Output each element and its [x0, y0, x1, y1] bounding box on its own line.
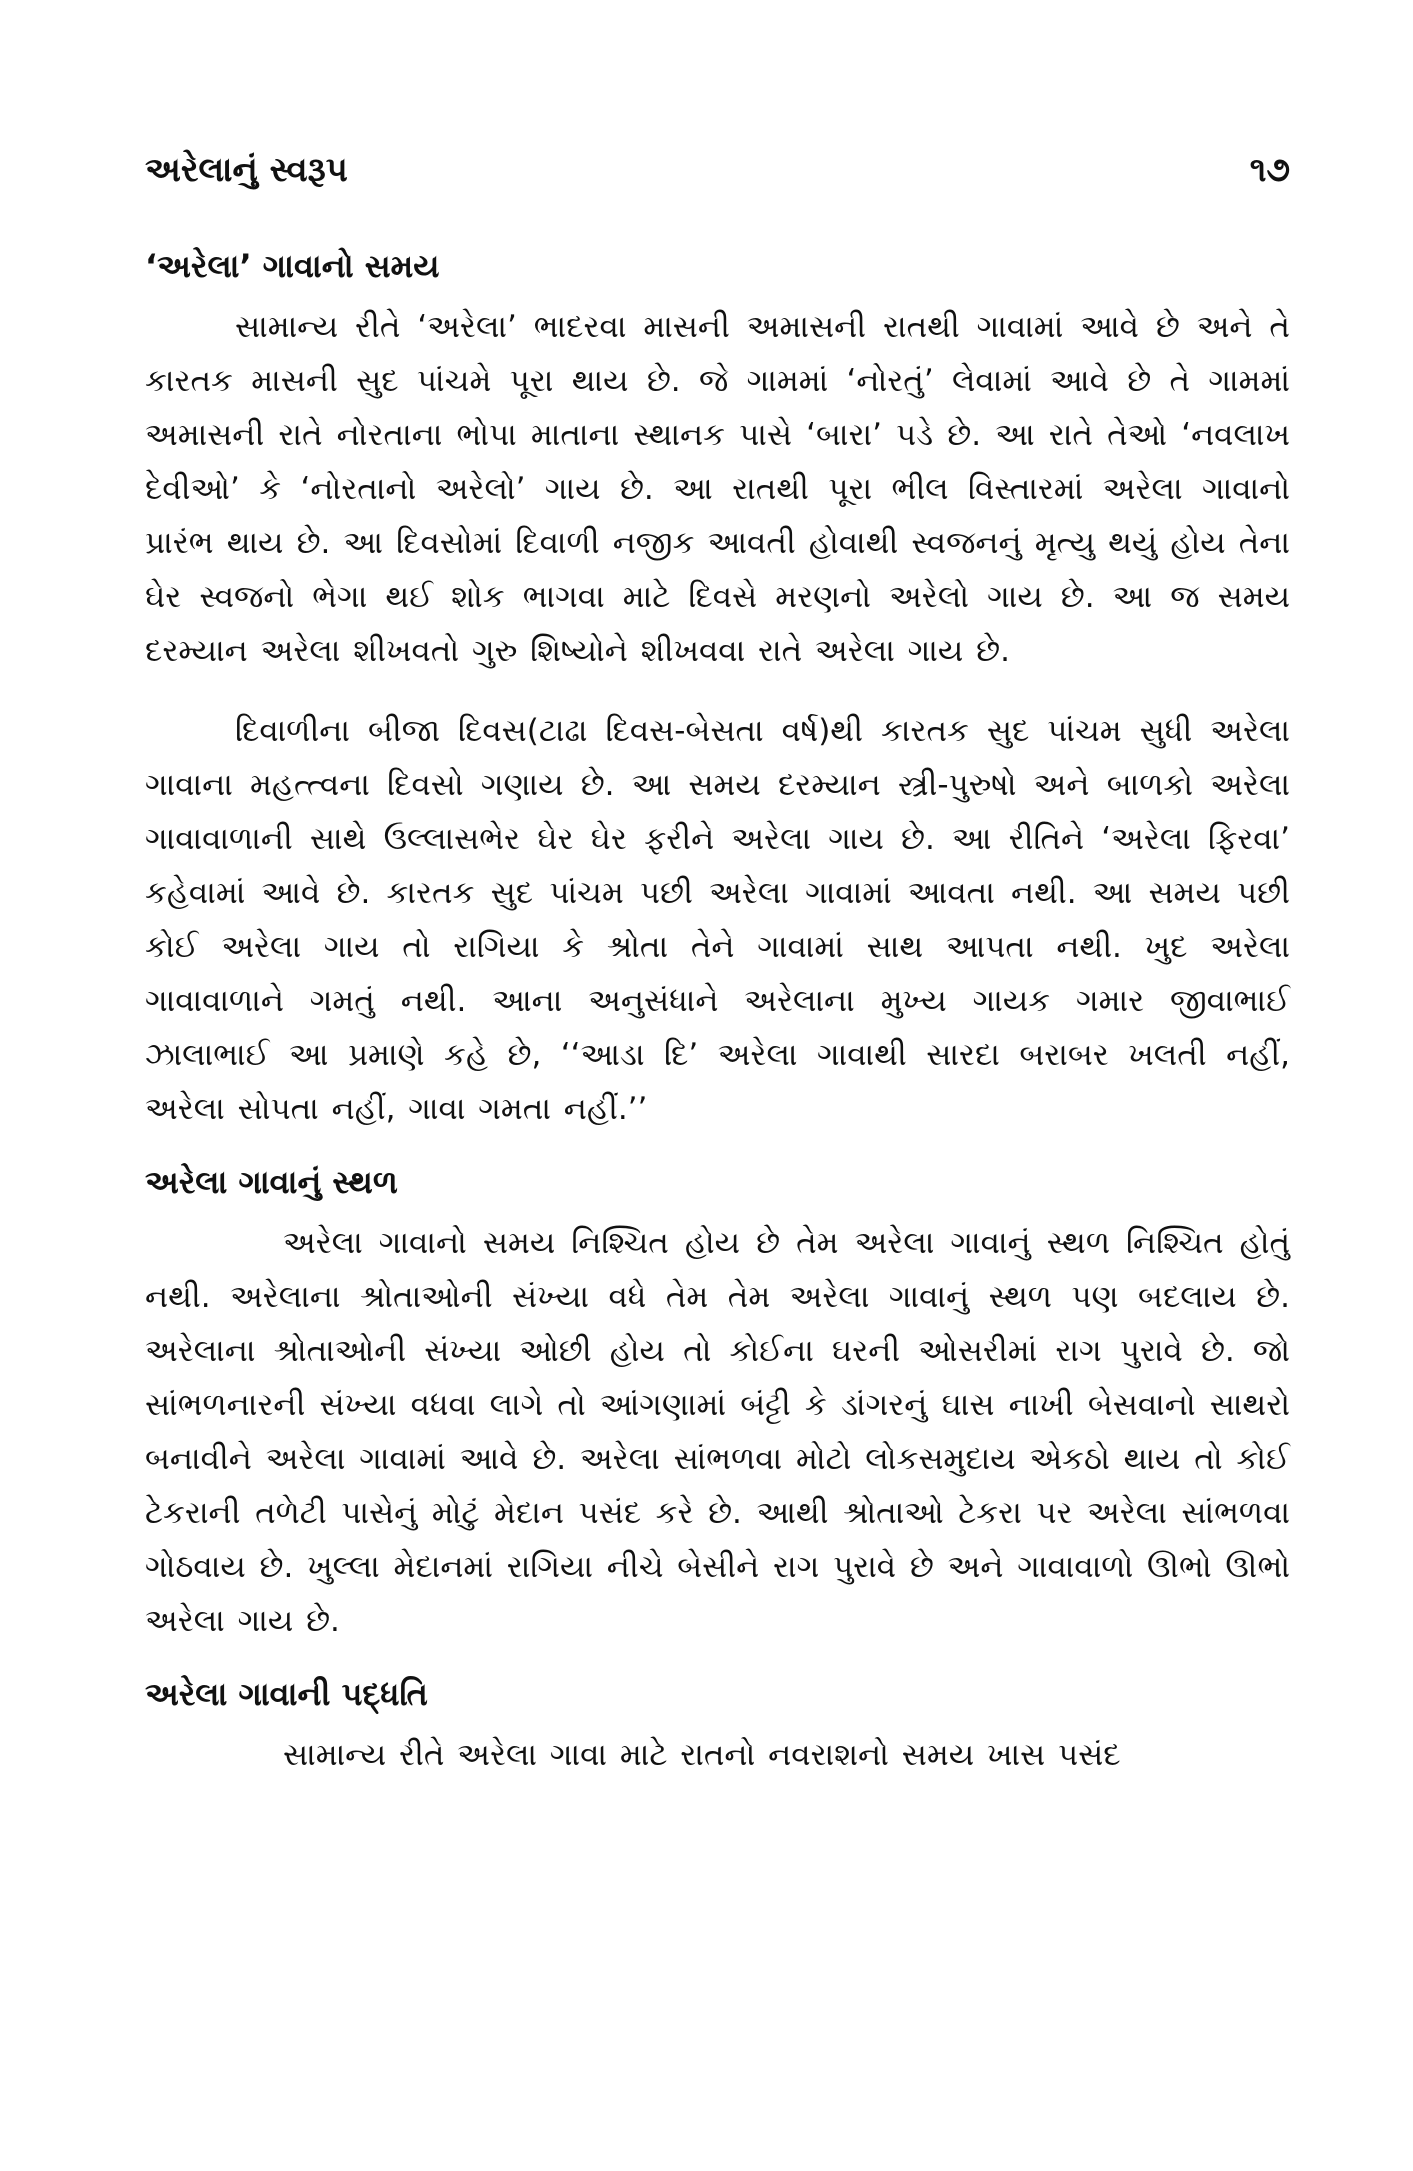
paragraph-gap [145, 678, 1290, 704]
section-place [145, 1158, 1290, 1648]
paragraph: સામાન્ય રીતે અરેલા ગાવા માટે રાતનો નવરાશનો સમય ખાસ પસંદ [283, 1737, 1121, 1773]
section-method [145, 1670, 1290, 1782]
paragraph: અરેલા ગાવાનો સમય નિશ્ચિત હોય છે તેમ અરેલા ગાવાનું સ્થળ નિશ્ચિત હોતું નથી. અરેલાના શ્રોતાઓની સંખ્યા વધે તેમ તેમ અરેલા ગાવાનું સ્થળ પણ બદલાય છે. અરેલાના શ્રોતાઓની સંખ્યા ઓછી હોય તો કોઈના ઘરની ઓસરીમાં રાગ પુરાવે છે. જો સાંભળનારની સંખ્યા વધવા લાગે તો આંગણામાં બંટ્ટી કે ડાંગરનું ઘાસ નાખી બેસવાનો સાથરો બનાવીને અરેલા ગાવામાં આવે છે. અરેલા સાંભળવા મોટો લોકસમુદાય એકઠો થાય તો કોઈ ટેકરાની તળેટી પાસેનું મોટું મેદાન પસંદ કરે છે. આથી શ્રોતાઓ ટેકરા પર અરેલા સાંભળવા ગોઠવાય છે. ખુલ્લા મેદાનમાં રાગિયા નીચે બેસીને રાગ પુરાવે છે અને ગાવાવાળો ઊભો ઊભો અરેલા ગાય છે. [145, 1225, 1290, 1639]
running-header [145, 150, 1290, 220]
paragraph: દિવાળીના બીજા દિવસ(ટાઢા દિવસ-બેસતા વર્ષ)થી કારતક સુદ પાંચમ સુધી અરેલા ગાવાના મહત્ત્વના દિવસો ગણાય છે. આ સમય દરમ્યાન સ્ત્રી-પુરુષો અને બાળકો અરેલા ગાવાવાળાની સાથે ઉલ્લાસભેર ઘેર ઘેર ફરીને અરેલા ગાય છે. આ રીતિને ‘અરેલા ફિરવા’ કહેવામાં આવે છે. કારતક સુદ પાંચમ પછી અરેલા ગાવામાં આવતા નથી. આ સમય પછી કોઈ અરેલા ગાય તો રાગિયા કે શ્રોતા તેને ગાવામાં સાથ આપતા નથી. ખુદ અરેલા ગાવાવાળાને ગમતું નથી. આના અનુસંધાને અરેલાના મુખ્ય ગાયક ગમાર જીવાભાઈ ઝાલાભાઈ આ પ્રમાણે કહે છે, ‘‘આડા દિ’ અરેલા ગાવાથી સારદા બરાબર ખલતી નહીં, અરેલા સોપતા નહીં, ગાવા ગમતા નહીં.’’ [145, 713, 1290, 1127]
paragraph: સામાન્ય રીતે ‘અરેલા’ ભાદરવા માસની અમાસની રાતથી ગાવામાં આવે છે અને તે કારતક માસની સુદ પાંચમે પૂરા થાય છે. જે ગામમાં ‘નોરતું’ લેવામાં આવે છે તે ગામમાં અમાસની રાતે નોરતાના ભોપા માતાના સ્થાનક પાસે ‘બારા’ પડે છે. આ રાતે તેઓ ‘નવલાખ દેવીઓ’ કે ‘નોરતાનો અરેલો’ ગાય છે. આ રાતથી પૂરા ભીલ વિસ્તારમાં અરેલા ગાવાનો પ્રારંભ થાય છે. આ દિવસોમાં દિવાળી નજીક આવતી હોવાથી સ્વજનનું મૃત્યુ થયું હોય તેના ઘેર સ્વજનો ભેગા થઈ શોક ભાગવા માટે દિવસે મરણનો અરેલો ગાય છે. આ જ સમય દરમ્યાન અરેલા શીખવતો ગુરુ શિષ્યોને શીખવવા રાતે અરેલા ગાય છે. [145, 309, 1290, 669]
running-title: અરેલાનું સ્વરૂપ [145, 150, 348, 190]
section-heading: અરેલા ગાવાનું સ્થળ [145, 1163, 398, 1201]
book-page [145, 150, 1290, 1782]
section-time [145, 242, 1290, 1136]
section-heading: અરેલા ગાવાની પદ્ધતિ [145, 1675, 428, 1713]
section-heading: ‘અરેલા’ ગાવાનો સમય [145, 247, 440, 285]
page-number: ૧૭ [1249, 150, 1290, 190]
